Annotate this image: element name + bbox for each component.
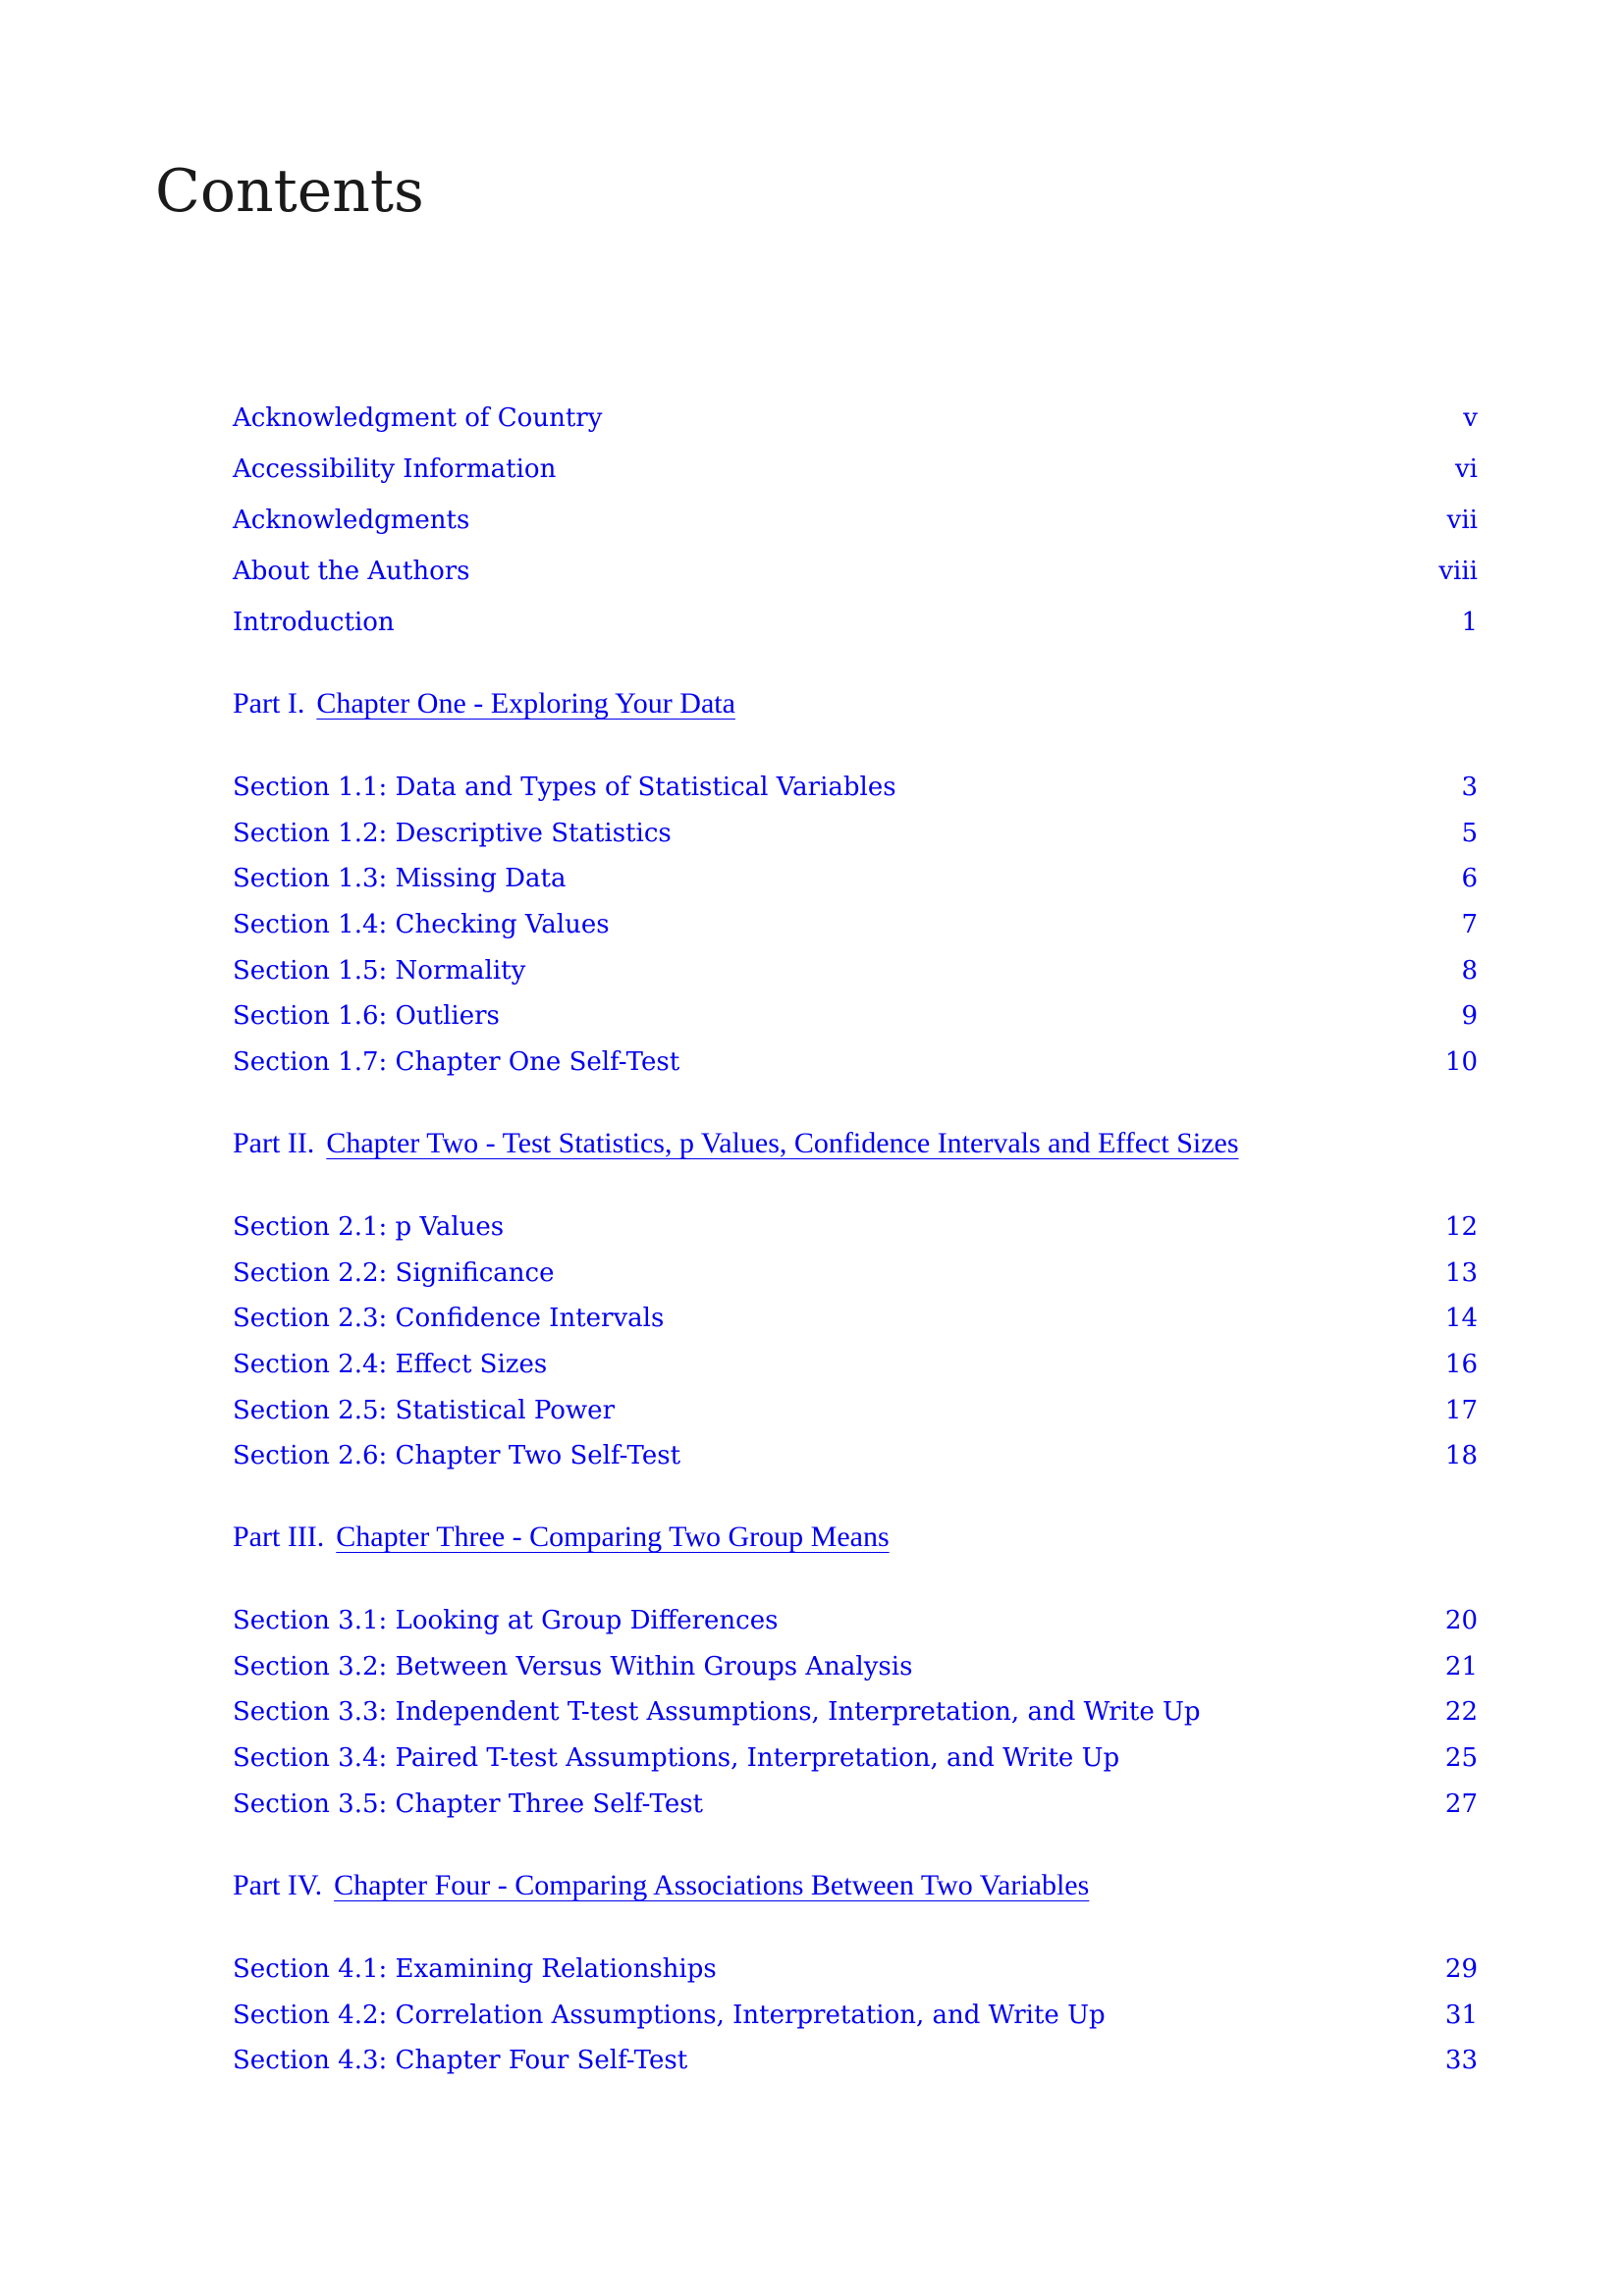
toc-entry-label: Section 3.2: Between Versus Within Groups Analysis (233, 1651, 913, 1682)
toc-entry-page: 6 (1461, 864, 1478, 894)
toc-entry-label: About the Authors (233, 557, 470, 586)
part-heading-3 (233, 1521, 890, 1554)
toc-entry-section-1-6[interactable] (233, 993, 1478, 1040)
toc-entry-page: vi (1454, 454, 1478, 484)
toc-entry-page: 18 (1444, 1441, 1478, 1471)
front-matter-list (233, 393, 1478, 648)
toc-entry-section-2-5[interactable] (233, 1388, 1478, 1434)
toc-entry-acknowledgments[interactable] (233, 495, 1478, 546)
toc-entry-page: viii (1438, 557, 1478, 586)
toc-entry-label: Section 3.1: Looking at Group Differences (233, 1606, 779, 1635)
toc-entry-section-2-1[interactable] (233, 1204, 1478, 1251)
part-3-section-list (233, 1598, 1478, 1827)
part-1-section-list (233, 765, 1478, 1086)
toc-entry-section-3-2[interactable] (233, 1644, 1478, 1690)
toc-entry-label: Section 1.2: Descriptive Statistics (233, 818, 672, 848)
toc-entry-page: 5 (1461, 818, 1478, 848)
toc-entry-page: 8 (1461, 955, 1478, 986)
toc-entry-label: Section 2.3: Confidence Intervals (233, 1304, 665, 1334)
toc-entry-section-3-1[interactable] (233, 1598, 1478, 1644)
part-4-section-list (233, 1947, 1478, 2084)
toc-entry-label: Section 2.6: Chapter Two Self-Test (233, 1441, 681, 1471)
toc-entry-label: Introduction (233, 608, 395, 637)
toc-entry-label: Section 1.3: Missing Data (233, 864, 567, 894)
part-2-section-list (233, 1204, 1478, 1479)
toc-entry-page: 1 (1461, 608, 1478, 637)
part-number: Part III. (233, 1521, 325, 1553)
toc-entry-page: 20 (1444, 1606, 1478, 1635)
toc-entry-label: Section 2.5: Statistical Power (233, 1395, 615, 1425)
toc-entry-section-1-4[interactable] (233, 902, 1478, 948)
toc-entry-page: 12 (1444, 1212, 1478, 1242)
page-title: Contents (155, 157, 424, 226)
toc-entry-label: Section 2.1: p Values (233, 1212, 505, 1242)
toc-entry-label: Section 1.7: Chapter One Self-Test (233, 1047, 680, 1078)
toc-entry-label: Section 3.4: Paired T-test Assumptions, Interpretation, and Write Up (233, 1743, 1120, 1774)
toc-entry-label: Section 1.1: Data and Types of Statistical Variables (233, 773, 896, 802)
part-heading-2 (233, 1127, 1239, 1160)
toc-entry-label: Section 3.5: Chapter Three Self-Test (233, 1789, 703, 1819)
toc-entry-section-2-2[interactable] (233, 1251, 1478, 1297)
toc-entry-label: Section 3.3: Independent T-test Assumptions, Interpretation, and Write Up (233, 1697, 1201, 1728)
toc-entry-page: 7 (1461, 910, 1478, 940)
toc-entry-label: Accessibility Information (233, 454, 557, 484)
toc-entry-label: Section 4.3: Chapter Four Self-Test (233, 2046, 688, 2076)
toc-entry-label: Section 1.6: Outliers (233, 1001, 500, 1032)
toc-entry-section-3-4[interactable] (233, 1735, 1478, 1782)
part-title-link[interactable]: Chapter Three - Comparing Two Group Means (336, 1521, 890, 1553)
toc-entry-page: 25 (1444, 1743, 1478, 1774)
toc-entry-section-4-1[interactable] (233, 1947, 1478, 1993)
part-title-link[interactable]: Chapter Four - Comparing Associations Between Two Variables (334, 1869, 1090, 1901)
toc-entry-label: Section 2.2: Significance (233, 1257, 555, 1288)
toc-entry-about-the-authors[interactable] (233, 546, 1478, 597)
toc-entry-section-1-5[interactable] (233, 948, 1478, 994)
toc-entry-page: 17 (1444, 1395, 1478, 1425)
toc-entry-accessibility-information[interactable] (233, 444, 1478, 495)
toc-entry-page: 29 (1444, 1954, 1478, 1984)
toc-entry-section-2-3[interactable] (233, 1296, 1478, 1342)
toc-entry-page: 13 (1444, 1257, 1478, 1288)
part-heading-4 (233, 1869, 1089, 1902)
toc-entry-page: 33 (1444, 2046, 1478, 2076)
toc-entry-page: 3 (1461, 773, 1478, 802)
toc-entry-page: 31 (1444, 2000, 1478, 2030)
toc-entry-section-4-3[interactable] (233, 2038, 1478, 2084)
toc-entry-section-2-4[interactable] (233, 1342, 1478, 1388)
toc-entry-page: 14 (1444, 1304, 1478, 1334)
toc-entry-introduction[interactable] (233, 597, 1478, 648)
toc-entry-page: v (1463, 403, 1478, 433)
toc-entry-section-3-5[interactable] (233, 1782, 1478, 1828)
part-title-link[interactable]: Chapter Two - Test Statistics, p Values, Confidence Intervals and Effect Sizes (326, 1127, 1239, 1159)
toc-entry-section-3-3[interactable] (233, 1689, 1478, 1735)
toc-entry-label: Acknowledgments (233, 506, 470, 535)
toc-entry-page: 22 (1444, 1697, 1478, 1728)
toc-entry-section-4-2[interactable] (233, 1993, 1478, 2039)
toc-entry-label: Section 4.2: Correlation Assumptions, Interpretation, and Write Up (233, 2000, 1106, 2030)
toc-entry-page: vii (1446, 506, 1478, 535)
toc-entry-section-1-1[interactable] (233, 765, 1478, 811)
toc-entry-section-1-2[interactable] (233, 811, 1478, 857)
toc-entry-page: 10 (1444, 1047, 1478, 1078)
toc-entry-label: Section 1.5: Normality (233, 955, 526, 986)
toc-entry-section-1-3[interactable] (233, 856, 1478, 902)
part-number: Part I. (233, 687, 305, 720)
toc-entry-section-1-7[interactable] (233, 1040, 1478, 1086)
toc-entry-acknowledgment-of-country[interactable] (233, 393, 1478, 444)
toc-entry-page: 21 (1444, 1651, 1478, 1682)
part-heading-1 (233, 687, 735, 721)
part-number: Part IV. (233, 1869, 323, 1901)
toc-entry-label: Section 2.4: Effect Sizes (233, 1350, 548, 1380)
toc-entry-label: Acknowledgment of Country (233, 403, 603, 433)
toc-entry-label: Section 4.1: Examining Relationships (233, 1954, 717, 1984)
toc-entry-page: 16 (1444, 1350, 1478, 1380)
toc-entry-label: Section 1.4: Checking Values (233, 910, 610, 940)
toc-entry-page: 9 (1461, 1001, 1478, 1032)
toc-entry-page: 27 (1444, 1789, 1478, 1819)
toc-entry-section-2-6[interactable] (233, 1433, 1478, 1479)
part-number: Part II. (233, 1127, 315, 1159)
part-title-link[interactable]: Chapter One - Exploring Your Data (316, 687, 735, 720)
